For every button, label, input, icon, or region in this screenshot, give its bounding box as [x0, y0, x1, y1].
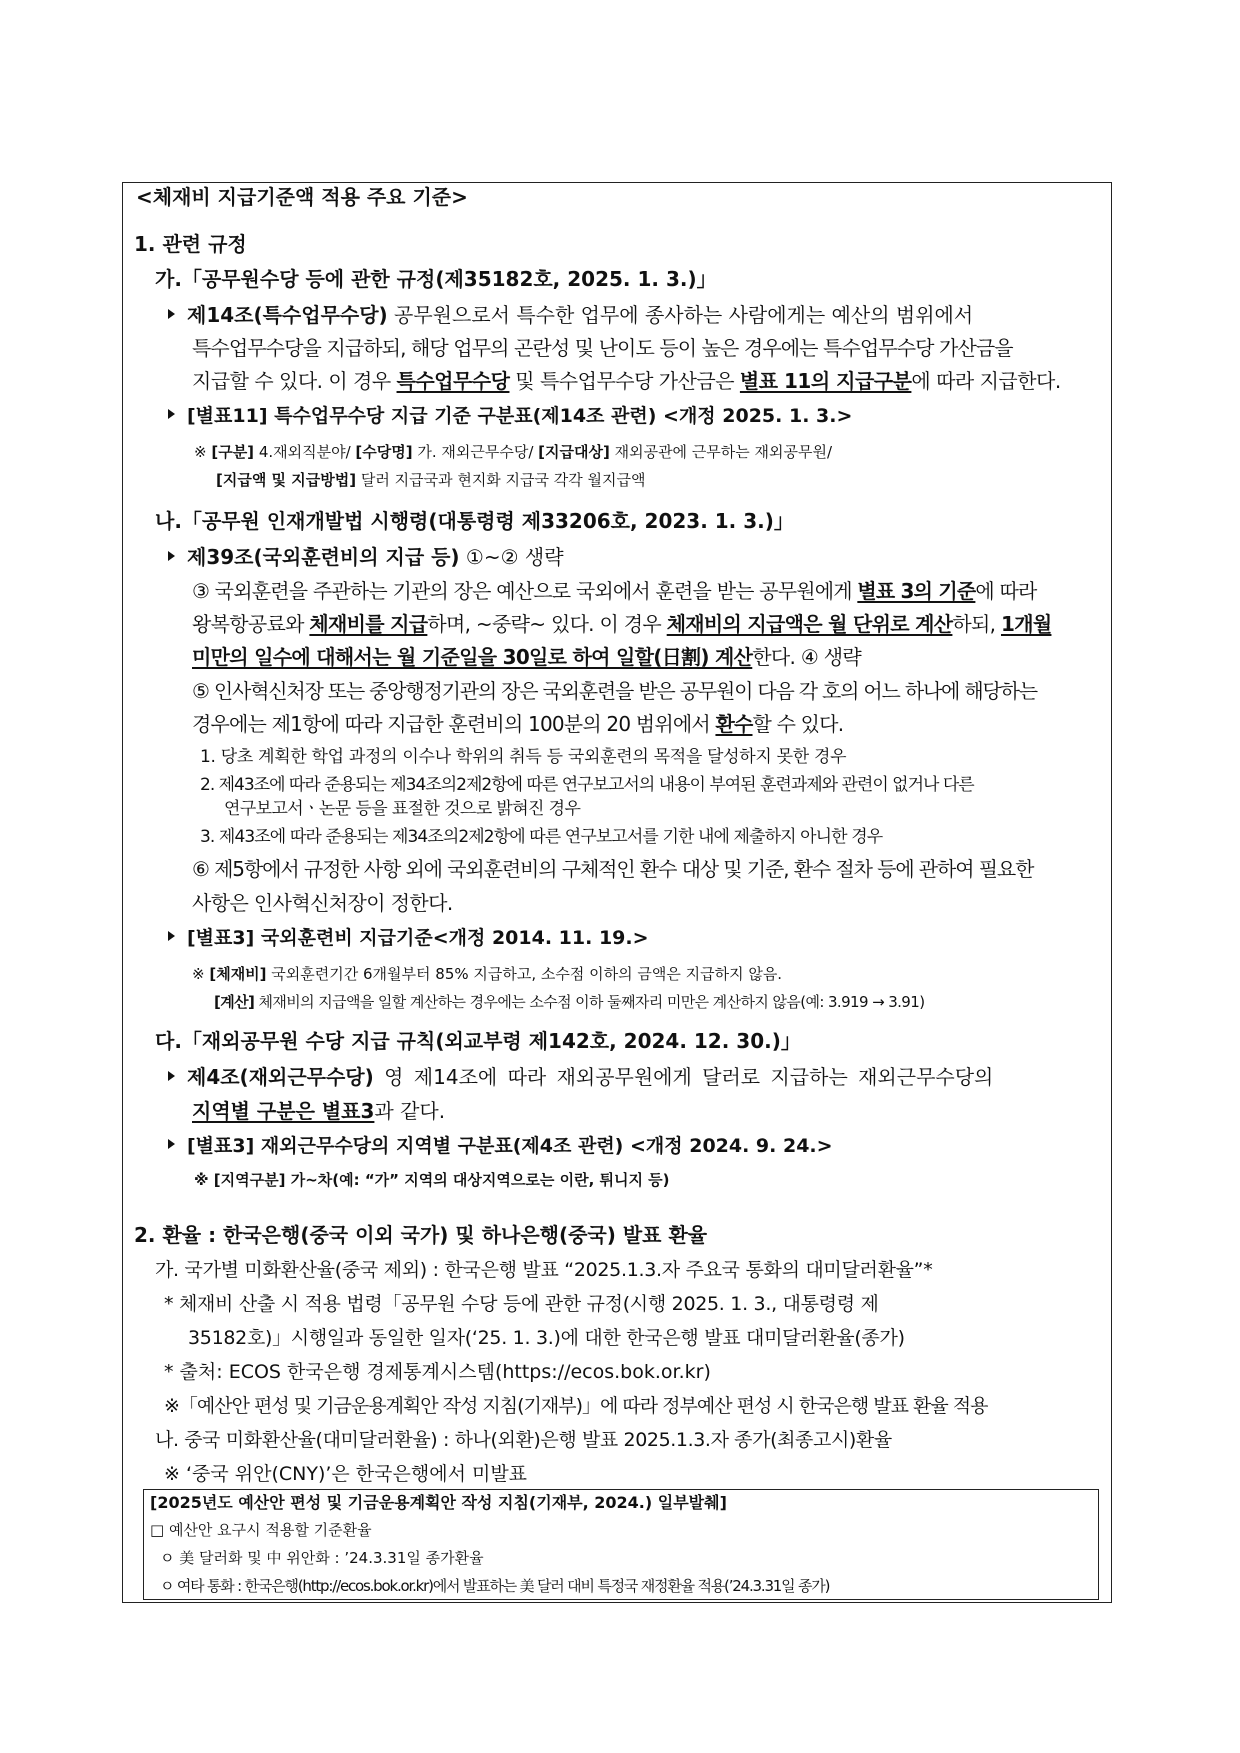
- appendix-11-note-2: [지급액 및 지급방법] 달러 지급국과 현지화 지급국 각각 월지급액: [216, 471, 646, 489]
- appendix-11-note-1: ※ [구분] 4.재외직분야/ [수당명] 가. 재외근무수당/ [지급대상] 재외공관에 근무하는 재외공무원/: [194, 443, 833, 461]
- appendix-3b-line: [별표3] 재외근무수당의 지역별 구분표(제4조 관련) <개정 2024. 9. 24.>: [168, 1136, 833, 1158]
- bullet-icon: [168, 1139, 175, 1149]
- exchange-rate-footnote-1-line-2: 35182호)」시행일과 동일한 일자(‘25. 1. 3.)에 대한 한국은행 발표 대미달러환율(종가): [188, 1327, 905, 1349]
- appendix-11-line: [별표11] 특수업무수당 지급 기준 구분표(제14조 관련) <개정 2025. 1. 3.>: [168, 406, 852, 428]
- excerpt-line-2: ㅇ 美 달러화 및 中 위안화 : ’24.3.31일 종가환율: [160, 1549, 484, 1567]
- article-14-line-3: 지급할 수 있다. 이 경우 특수업무수당 및 특수업무수당 가산금은 별표 11의 지급구분에 따라 지급한다.: [192, 369, 1061, 393]
- article-14-line-1: 제14조(특수업무수당) 공무원으로서 특수한 업무에 종사하는 사람에게는 예산의 범위에서: [168, 304, 973, 327]
- excerpt-line-3: ㅇ 여타 통화 : 한국은행(http://ecos.bok.or.kr)에서 발표하는 美 달러 대비 특정국 재정환율 적용(’24.3.31일 종가): [160, 1577, 830, 1595]
- item-1: 1. 당초 계획한 학업 과정의 이수나 학위의 취득 등 국외훈련의 목적을 달성하지 못한 경우: [200, 747, 847, 767]
- exchange-rate-ga: 가. 국가별 미화환산율(중국 제외) : 한국은행 발표 “2025.1.3.자 주요국 통화의 대미달러환율”*: [155, 1259, 933, 1281]
- para-6-line-1: ⑥ 제5항에서 규정한 사항 외에 국외훈련비의 구체적인 환수 대상 및 기준, 환수 절차 등에 관하여 필요한: [192, 857, 1034, 881]
- item-2-line-2: 연구보고서ㆍ논문 등을 표절한 것으로 밝혀진 경우: [224, 799, 581, 819]
- para-3-line-1: ③ 국외훈련을 주관하는 기관의 장은 예산으로 국외에서 훈련을 받는 공무원에게 별표 3의 기준에 따라: [192, 579, 1037, 603]
- excerpt-line-1: □ 예산안 요구시 적용할 기준환율: [150, 1521, 372, 1539]
- bullet-icon: [168, 409, 175, 419]
- article-39-line: 제39조(국외훈련비의 지급 등) ①~② 생략: [168, 546, 564, 569]
- item-2-line-1: 2. 제43조에 따라 준용되는 제34조의2제2항에 따른 연구보고서의 내용이 부여된 훈련과제와 관련이 없거나 다른: [200, 775, 974, 795]
- section-2-heading: 2. 환율 : 한국은행(중국 이외 국가) 및 하나은행(중국) 발표 환율: [134, 1223, 708, 1247]
- page-title: <체재비 지급기준액 적용 주요 기준>: [136, 185, 468, 209]
- para-3-line-3: 미만의 일수에 대해서는 월 기준일을 30일로 하여 일할(日割) 계산한다. ④ 생략: [192, 645, 861, 669]
- para-5-line-1: ⑤ 인사혁신처장 또는 중앙행정기관의 장은 국외훈련을 받은 공무원이 다음 각 호의 어느 하나에 해당하는: [192, 679, 1037, 703]
- article-14-line-2: 특수업무수당을 지급하되, 해당 업무의 곤란성 및 난이도 등이 높은 경우에는 특수업무수당 가산금을: [192, 336, 1013, 360]
- bullet-icon: [168, 551, 175, 561]
- exchange-rate-footnote-1-line-1: * 체재비 산출 시 적용 법령「공무원 수당 등에 관한 규정(시행 2025. 1. 3., 대통령령 제: [164, 1293, 879, 1315]
- appendix-3-note-1: ※ [체재비] 국외훈련기간 6개월부터 85% 지급하고, 소수점 이하의 금액은 지급하지 않음.: [192, 965, 783, 983]
- subsection-ga-heading: 가.「공무원수당 등에 관한 규정(제35182호, 2025. 1. 3.)」: [155, 267, 717, 291]
- exchange-rate-footnote-2: * 출처: ECOS 한국은행 경제통계시스템(https://ecos.bok.or.kr): [164, 1361, 711, 1383]
- item-3: 3. 제43조에 따라 준용되는 제34조의2제2항에 따른 연구보고서를 기한 내에 제출하지 아니한 경우: [200, 827, 883, 847]
- para-5-line-2: 경우에는 제1항에 따라 지급한 훈련비의 100분의 20 범위에서 환수할 수 있다.: [192, 712, 844, 736]
- para-6-line-2: 사항은 인사혁신처장이 정한다.: [192, 891, 453, 915]
- section-1-heading: 1. 관련 규정: [134, 232, 247, 256]
- bullet-icon: [168, 309, 175, 319]
- bullet-icon: [168, 931, 175, 941]
- para-3-line-2: 왕복항공료와 체재비를 지급하며, ~중략~ 있다. 이 경우 체재비의 지급액은 월 단위로 계산하되, 1개월: [192, 612, 1052, 636]
- appendix-3-line: [별표3] 국외훈련비 지급기준<개정 2014. 11. 19.>: [168, 928, 649, 950]
- excerpt-title: [2025년도 예산안 편성 및 기금운용계획안 작성 지침(기재부, 2024.) 일부발췌]: [150, 1493, 727, 1512]
- appendix-3b-note: ※ [지역구분] 가~차(예: “가” 지역의 대상지역으로는 이란, 튀니지 등): [194, 1171, 670, 1189]
- article-4-line-1: 제4조(재외근무수당) 영 제14조에 따라 재외공무원에게 달러로 지급하는 재외근무수당의: [168, 1066, 993, 1089]
- article-4-line-2: 지역별 구분은 별표3과 같다.: [192, 1099, 446, 1123]
- appendix-3-note-2: [계산] 체재비의 지급액을 일할 계산하는 경우에는 소수점 이하 둘째자리 미만은 계산하지 않음(예: 3.919 → 3.91): [214, 993, 925, 1011]
- exchange-rate-note-2: ※ ‘중국 위안(CNY)’은 한국은행에서 미발표: [164, 1463, 528, 1485]
- bullet-icon: [168, 1071, 175, 1081]
- exchange-rate-na: 나. 중국 미화환산율(대미달러환율) : 하나(외환)은행 발표 2025.1.3.자 종가(최종고시)환율: [155, 1429, 892, 1451]
- subsection-da-heading: 다.「재외공무원 수당 지급 규칙(외교부령 제142호, 2024. 12. 30.)」: [155, 1029, 801, 1053]
- subsection-na-heading: 나.「공무원 인재개발법 시행령(대통령령 제33206호, 2023. 1. 3.)」: [155, 509, 794, 533]
- exchange-rate-note: ※「예산안 편성 및 기금운용계획안 작성 지침(기재부)」에 따라 정부예산 편성 시 한국은행 발표 환율 적용: [164, 1395, 988, 1417]
